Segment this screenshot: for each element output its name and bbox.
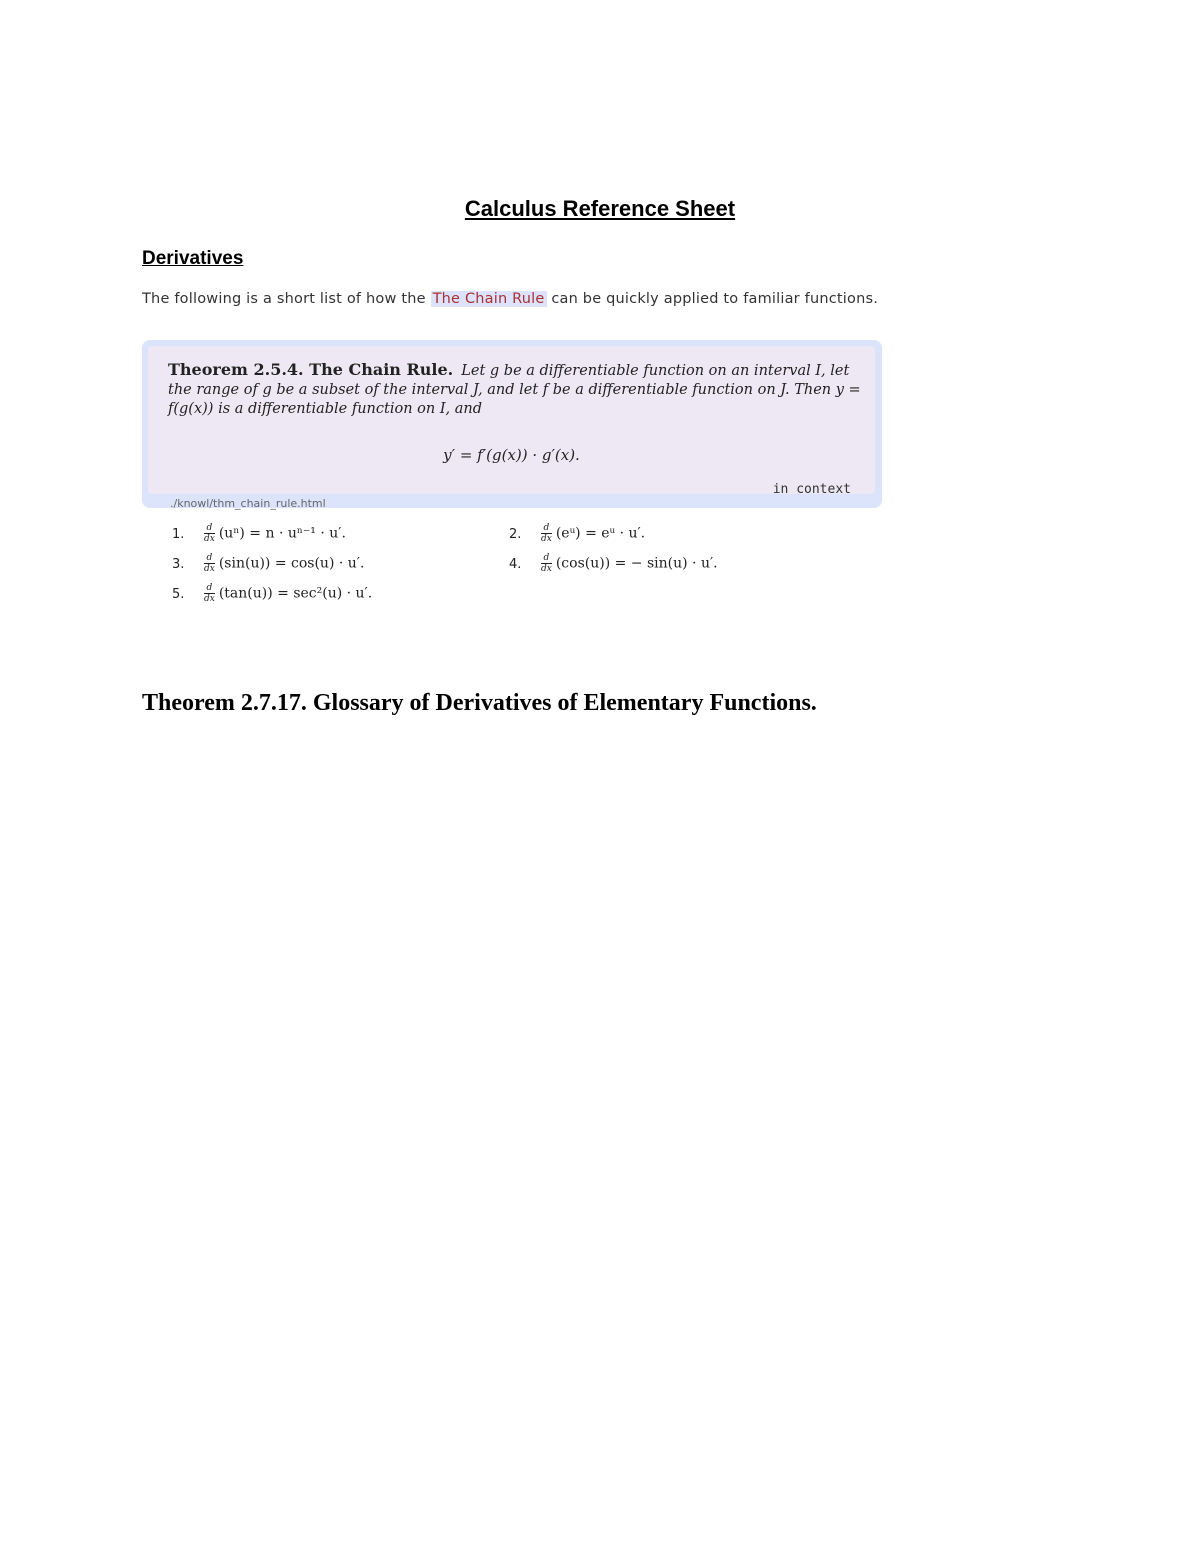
intro-before: The following is a short list of how the [142, 291, 431, 307]
derivative-operator: $\frac{d}{dx}$ [204, 523, 215, 544]
list-item [509, 553, 718, 574]
theorem-body: Let g be a differentiable function on an interval I, let the range of g be a subset of the interval J, and let f be a differentiable function on J. Then y = f(g(x)) is a differentiable function on I, and [168, 363, 861, 417]
chain-rule-snippet [142, 290, 887, 604]
list-item-expression: (eᵘ) = eᵘ · u′. [555, 525, 646, 542]
chain-rule-link[interactable]: The Chain Rule [432, 291, 545, 307]
list-item [172, 553, 364, 574]
list-item-expression: (tan(u)) = sec²(u) · u′. [218, 585, 373, 602]
knowl-url-link[interactable]: ./knowl/thm_chain_rule.html [170, 497, 326, 510]
list-item-expression: (uⁿ) = n · uⁿ⁻¹ · u′. [218, 525, 346, 542]
theorem-equation: y′ = f′(g(x)) · g′(x). [443, 446, 580, 464]
list-item-number: 1. [172, 526, 185, 542]
derivative-operator: $\frac{d}{dx}$ [541, 553, 552, 574]
page-title: Calculus Reference Sheet [464, 196, 736, 221]
list-item-expression: (cos(u)) = − sin(u) · u′. [555, 555, 718, 572]
list-item [172, 523, 346, 544]
list-item-number: 5. [172, 586, 185, 602]
derivative-operator: $\frac{d}{dx}$ [541, 523, 552, 544]
theorem-title: Theorem 2.5.4. The Chain Rule. [168, 360, 454, 379]
derivative-operator: $\frac{d}{dx}$ [204, 553, 215, 574]
derivative-operator: $\frac{d}{dx}$ [204, 583, 215, 604]
list-item-number: 4. [509, 556, 522, 572]
in-context-link[interactable]: in context [772, 482, 851, 497]
intro-text [142, 290, 887, 309]
glossary-theorem-heading: Theorem 2.7.17. Glossary of Derivatives of Elementary Functions. [142, 690, 817, 716]
intro-after: can be quickly applied to familiar functions. [546, 291, 879, 307]
theorem-box [142, 340, 882, 508]
list-item-number: 3. [172, 556, 185, 572]
theorem-text [168, 360, 863, 419]
list-item-expression: (sin(u)) = cos(u) · u′. [218, 555, 365, 572]
list-item-number: 2. [509, 526, 522, 542]
list-item [172, 583, 372, 604]
section-heading-derivatives: Derivatives [142, 248, 244, 269]
list-item [509, 523, 645, 544]
theorem-inner [148, 346, 875, 497]
